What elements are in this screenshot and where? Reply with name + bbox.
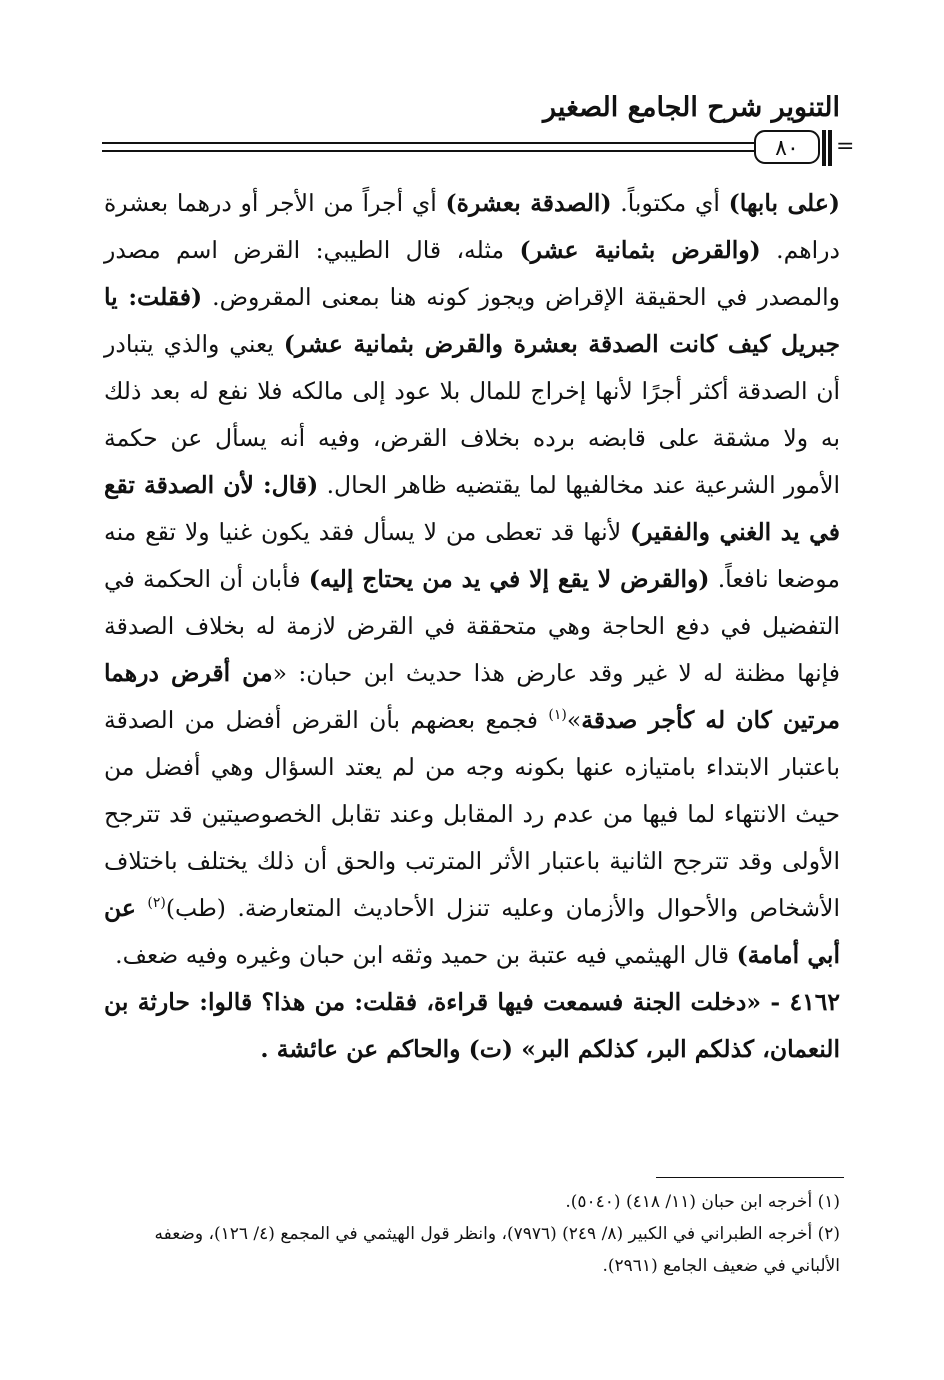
quoted-hadith: من أقرض درهما مرتين كان له كأجر صدقة	[104, 659, 840, 734]
quoted-phrase: (قال: لأن الصدقة تقع في يد الغني والفقير)	[104, 471, 840, 546]
ornament-bar	[822, 130, 826, 166]
running-title: التنوير شرح الجامع الصغير	[543, 92, 840, 123]
quoted-phrase: عن أبي أمامة)	[104, 894, 840, 969]
footnote-rule	[656, 1177, 844, 1178]
header-rule-bottom	[102, 150, 754, 152]
commentary-text	[136, 894, 147, 922]
footnote-2: (٢) أخرجه الطبراني في الكبير (٨/ ٢٤٩) (٧٩٧٦)، وانظر قول الهيثمي في المجمع (٤/ ١٢٦)، وضعفه الألباني في ضعيف الجامع (٢٩٦١).	[154, 1224, 840, 1276]
quoted-phrase: (الصدقة بعشرة)	[445, 189, 612, 217]
commentary-text: قال الهيثمي فيه عتبة بن حميد وثقه ابن حبان وغيره وفيه ضعف.	[115, 941, 737, 969]
commentary-paragraph	[104, 180, 840, 979]
header-rule-top	[102, 142, 754, 144]
hadith-entry: ٤١٦٢ - «دخلت الجنة فسمعت فيها قراءة، فقلت: من هذا؟ قالوا: حارثة بن النعمان، كذلكم البر، كذلكم البر» (ت) والحاكم عن عائشة .	[104, 988, 840, 1063]
page-number: ٨٠	[754, 130, 820, 164]
commentary-text: يعني والذي يتبادر أن الصدقة أكثر أجرًا لأنها إخراج للمال بلا عود إلى مالكه فلا نفع له بعد ذلك به ولا مشقة على قابضه برده بخلاف القرض، وفيه أنه يسأل عن حكمة الأمور الشرعية عند مخالفيها لما يقتضيه ظاهر الحال.	[104, 330, 840, 499]
commentary-text: مثله، قال الطيبي: القرض اسم مصدر والمصدر في الحقيقة الإقراض ويجوز كونه هنا بمعنى المقروض.	[104, 236, 841, 311]
commentary-text: فأبان أن الحكمة في التفضيل في دفع الحاجة وهي متحققة في القرض لازمة له بخلاف الصدقة فإنها مظنة له لا غير وقد عارض هذا حديث ابن حبان: «	[104, 565, 841, 687]
commentary-text: فجمع بعضهم بأن القرض أفضل من الصدقة باعتبار الابتداء بامتيازه عنها بكونه وجه من لم يعتد السؤال وهي أفضل من حيث الانتهاء لما فيها من عدم رد المقابل وعند تقابل الخصوصيتين قد تترجح الأولى وقد تترجح الثانية باعتبار الأثر المترتب والحق أن ذلك يختلف باختلاف الأشخاص والأحوال والأزمان وعليه تنزل الأحاديث المتعارضة. (طب)	[104, 706, 840, 922]
commentary-text: لأنها قد تعطى من لا يسأل فقد يكون غنيا ولا تقع منه موضعا نافعاً.	[104, 518, 840, 593]
ornament-marker: =	[836, 134, 855, 159]
commentary-text: »	[566, 706, 582, 734]
quoted-phrase: (والقرض لا يقع إلا في يد من يحتاج إليه)	[308, 565, 710, 593]
commentary-text: أي مكتوباً.	[611, 189, 729, 217]
footnote-ref-1[interactable]: (١)	[548, 707, 567, 724]
footnotes	[104, 1186, 840, 1282]
commentary-text: أي أجراً من الأجر أو درهما بعشرة دراهم.	[104, 189, 840, 264]
footnote-1: (١) أخرجه ابن حبان (١١/ ٤١٨) (٥٠٤٠).	[565, 1192, 840, 1212]
quoted-phrase: (والقرض بثمانية عشر)	[519, 236, 761, 264]
footnote-ref-2[interactable]: (٢)	[147, 895, 166, 912]
ornament-bar	[828, 130, 832, 166]
quoted-phrase: (فقلت: يا جبريل كيف كانت الصدقة بعشرة والقرض بثمانية عشر)	[104, 283, 840, 358]
quoted-phrase: (على بابها)	[728, 189, 840, 217]
main-text	[104, 180, 840, 1073]
